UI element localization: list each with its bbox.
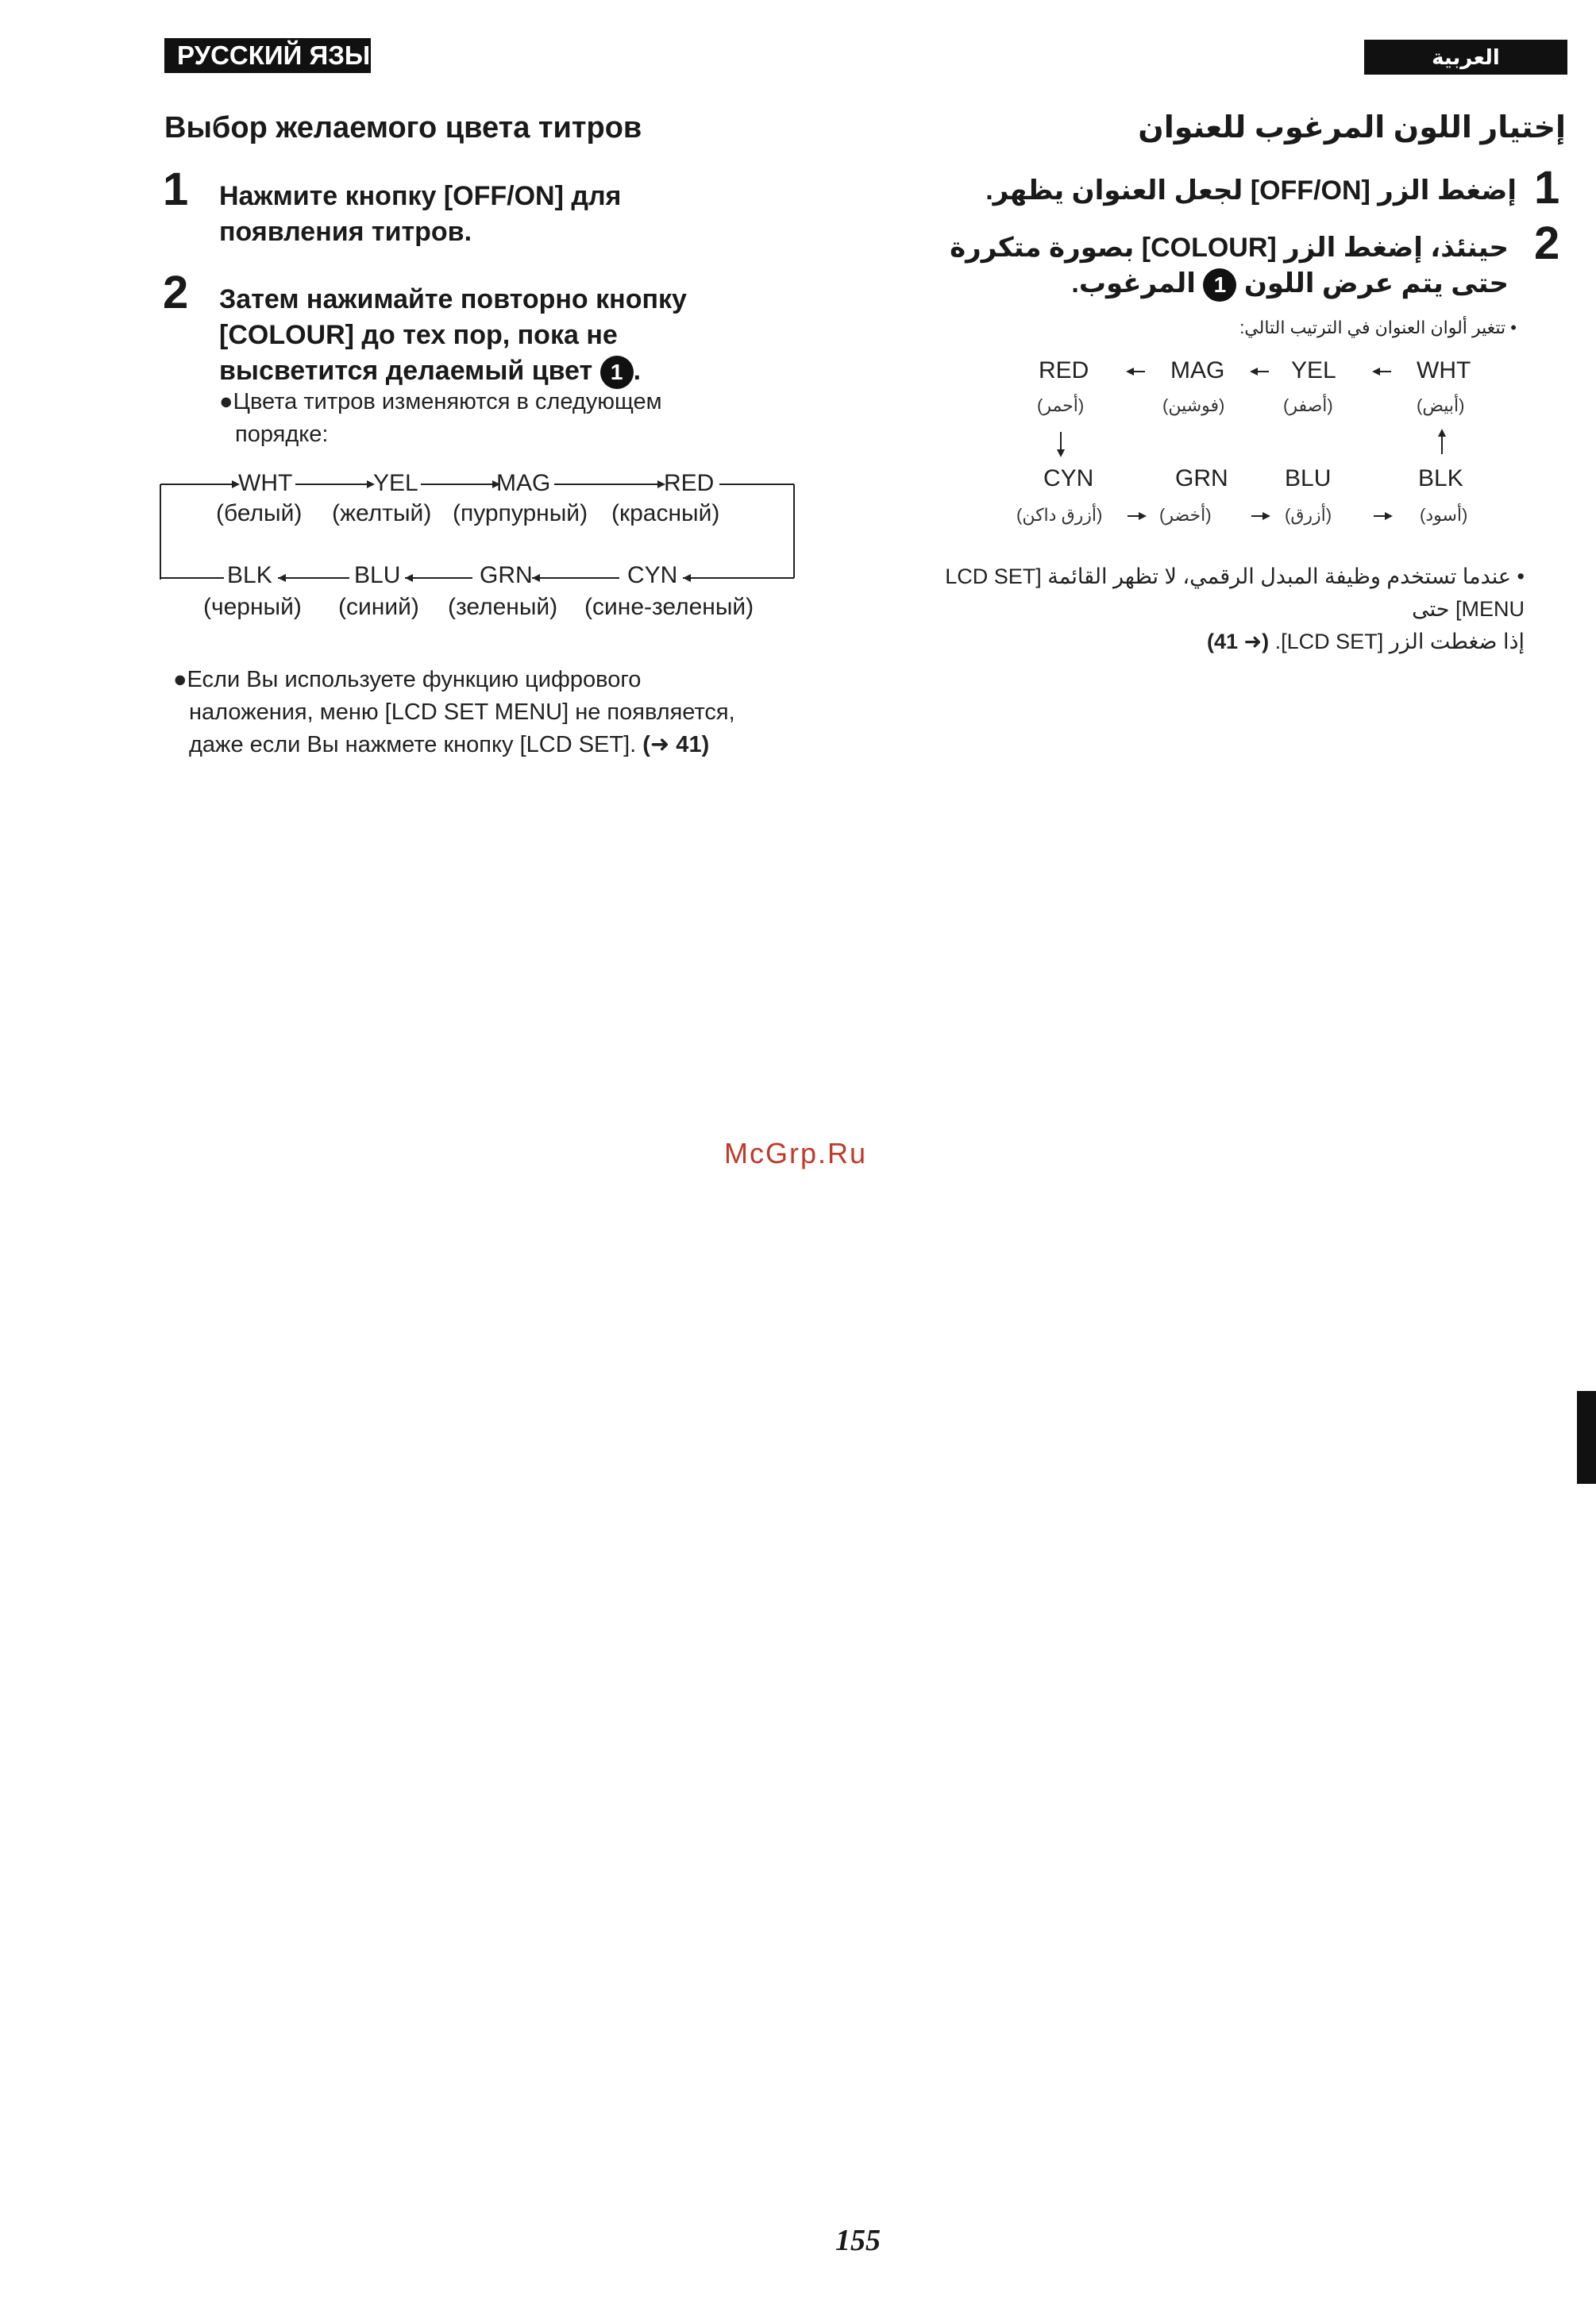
russian-step-2-line-3-text: высветится делаемый цвет — [219, 356, 593, 386]
russian-step-2-note-line-2: порядке: — [235, 422, 329, 447]
ar-label-mag: MAG — [1170, 357, 1225, 383]
arabic-lcd-note-page-ref: (➜ 41) — [1206, 630, 1270, 653]
russian-step-2-note — [219, 386, 838, 451]
ru-name-blue: (синий) — [338, 594, 419, 620]
ru-label-red: RED — [664, 470, 715, 496]
russian-lcd-note-page-ref: (➜ 41) — [642, 732, 710, 757]
ru-name-green: (зеленый) — [448, 594, 558, 620]
ar-name-yellow: (أصفر) — [1283, 395, 1333, 415]
arabic-color-cycle-diagram — [1016, 356, 1509, 538]
russian-lcd-note-line-2: наложения, меню [LCD SET MENU] не появляется, — [189, 699, 735, 725]
ar-label-wht: WHT — [1417, 357, 1471, 383]
ar-label-yel: YEL — [1291, 357, 1336, 383]
arabic-step-2-line-2 — [913, 266, 1509, 302]
ru-name-magenta: (пурпурный) — [453, 500, 588, 526]
arabic-language-tab: العربية — [1364, 40, 1567, 75]
russian-language-tab: РУССКИЙ ЯЗЫК — [164, 38, 371, 73]
russian-step-2-note-line-1: ●Цвета титров изменяются в следующем — [219, 389, 662, 414]
russian-step-2-number: 2 — [163, 267, 189, 318]
russian-step-2-line-2: [COLOUR] до тех пор, пока не — [219, 320, 618, 350]
section-edge-tab — [1577, 1391, 1596, 1484]
arabic-step-1-number: 1 — [1534, 162, 1560, 214]
ru-label-blu: BLU — [354, 562, 401, 588]
russian-section-title: Выбор желаемого цвета титров — [164, 111, 642, 144]
arabic-step-2-line-2-end: المرغوب. — [1071, 268, 1196, 299]
ar-name-magenta: (فوشين) — [1162, 395, 1225, 415]
ar-name-dark-blue: (أزرق داكن) — [1016, 505, 1103, 525]
ar-name-red: (أحمر) — [1037, 395, 1085, 415]
arabic-step-2-note: • تتغير ألوان العنوان في الترتيب التالي: — [1239, 318, 1517, 337]
russian-step-1-number: 1 — [163, 164, 189, 215]
page-number: 155 — [835, 2224, 881, 2257]
ar-name-black: (أسود) — [1420, 505, 1468, 525]
ru-name-cyan: (сине-зеленый) — [584, 594, 754, 620]
russian-step-2-line-1: Затем нажимайте повторно кнопку — [219, 284, 687, 314]
ar-label-cyn: CYN — [1043, 465, 1094, 491]
ar-label-blk: BLK — [1418, 465, 1463, 491]
arabic-lcd-note-line-2-text: إذا ضغطت الزر [LCD SET]. — [1274, 630, 1525, 653]
ar-name-blue: (أزرق) — [1285, 505, 1332, 525]
ru-label-blk: BLK — [227, 562, 272, 588]
ru-name-white: (белый) — [216, 500, 303, 526]
ru-label-grn: GRN — [480, 562, 533, 588]
ru-name-black: (черный) — [203, 594, 302, 620]
russian-lcd-note — [173, 664, 824, 761]
arabic-step-2-number: 2 — [1534, 218, 1560, 269]
ru-label-cyn: CYN — [627, 562, 678, 588]
arabic-step-2-line-2-text: حتى يتم عرض اللون — [1243, 268, 1509, 299]
ru-label-wht: WHT — [238, 470, 293, 496]
russian-step-1-line-2: появления титров. — [219, 217, 472, 247]
arabic-lcd-note-line-1: • عندما تستخدم وظيفة المبدل الرقمي، لا تظهر القائمة [LCD SET MENU] حتى — [945, 564, 1525, 621]
russian-lcd-note-line-1: ●Если Вы используете функцию цифрового — [173, 667, 642, 692]
callout-number-1-icon: 1 — [600, 356, 634, 389]
arabic-step-2-line-1: حينئذ، إضغط الزر [COLOUR] بصورة متكررة — [950, 233, 1509, 263]
ru-name-red: (красный) — [611, 500, 720, 526]
ru-name-yellow: (желтый) — [332, 500, 432, 526]
russian-step-2-text — [219, 282, 838, 389]
arabic-section-title: إختيار اللون المرغوب للعنوان — [1138, 111, 1566, 144]
arabic-lcd-note-line-2 — [913, 626, 1525, 658]
russian-step-1-text — [219, 179, 823, 250]
arabic-step-2-text — [913, 230, 1509, 302]
ar-name-white: (أبيض) — [1417, 395, 1465, 415]
callout-number-1-icon: 1 — [1203, 268, 1236, 302]
russian-step-2-line-3-period: . — [633, 356, 642, 386]
watermark-text: McGrp.Ru — [724, 1137, 868, 1169]
ar-name-green: (أخضر) — [1159, 505, 1212, 525]
arabic-step-1-text: إضغط الزر [OFF/ON] لجعل العنوان يظهر. — [985, 175, 1517, 206]
russian-step-1-line-1: Нажмите кнопку [OFF/ON] для — [219, 181, 622, 211]
russian-lcd-note-line-3 — [173, 729, 824, 761]
russian-lcd-note-line-3-text: даже если Вы нажмете кнопку [LCD SET]. — [189, 732, 637, 757]
ar-label-blu: BLU — [1285, 465, 1332, 491]
ru-label-yel: YEL — [373, 470, 418, 496]
russian-step-2-line-3 — [219, 353, 838, 389]
russian-color-cycle-diagram — [159, 468, 810, 627]
ar-label-red: RED — [1039, 357, 1089, 383]
arabic-lcd-note — [913, 561, 1525, 658]
ar-label-grn: GRN — [1175, 465, 1228, 491]
ru-label-mag: MAG — [496, 470, 551, 496]
